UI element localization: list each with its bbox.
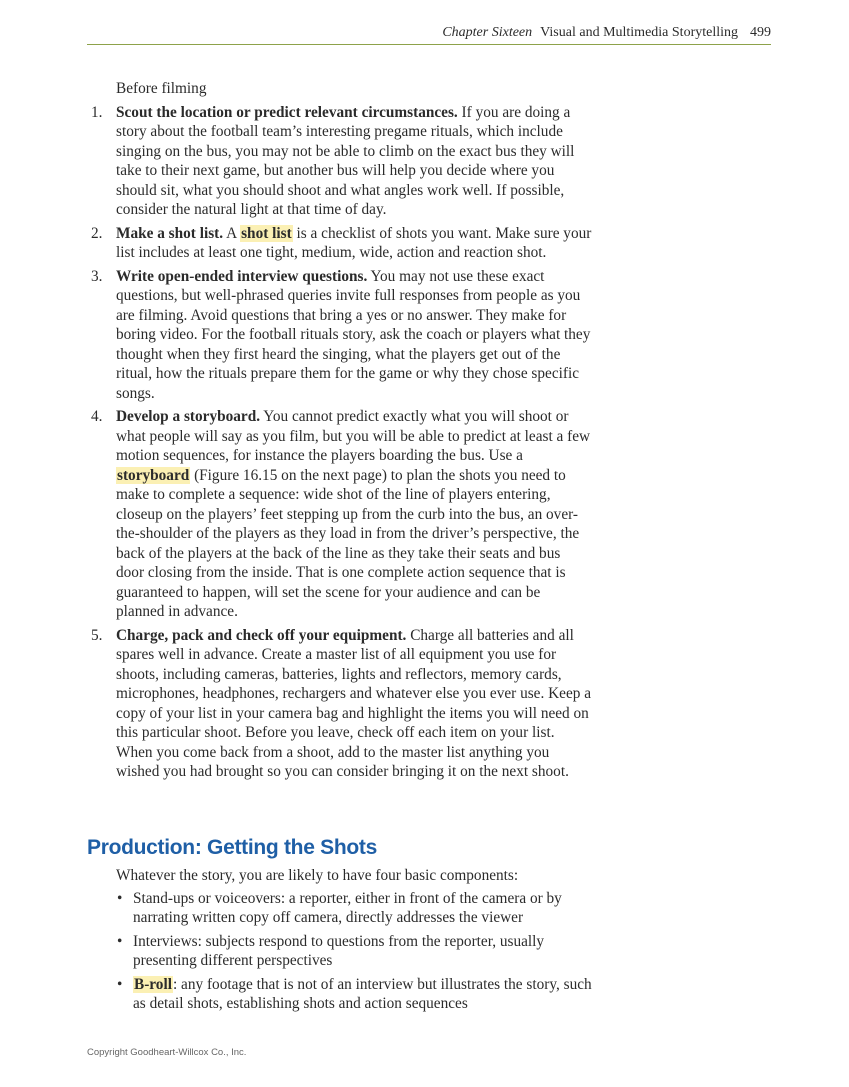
copyright-footer: Copyright Goodheart-Willcox Co., Inc. — [87, 1047, 247, 1058]
glossary-term-highlight: shot list — [241, 224, 292, 242]
step-text: You may not use these exact questions, but well-phrased queries invite full responses from people as you are filming. Avoid questions that bring a yes or no answer. They make for boring video. For the football rituals story, ask the coach or players what they thought when they first heard the singing, what the players get out of the ritual, how the rituals prepare them for the game or why they chose specific songs. — [116, 267, 591, 402]
chapter-label: Chapter Sixteen — [442, 25, 533, 40]
header-rule — [87, 44, 771, 45]
step-number: 4. — [91, 408, 103, 425]
step-number: 2. — [91, 224, 103, 242]
bullet-icon: • — [117, 932, 123, 950]
list-item — [91, 224, 592, 263]
section-heading: Production: Getting the Shots — [87, 836, 377, 859]
step-heading: Scout the location or predict relevant circumstances. — [116, 103, 458, 121]
steps-list — [91, 103, 592, 782]
section-body — [116, 866, 592, 1018]
step-text: Charge all batteries and all spares well in advance. Create a master list of all equipment you use for shoots, including cameras, batteries, lights and reflectors, memory cards, microphones, headphones, rechargers and whatever else you ever use. Keep a copy of your list in your camera bag and highlight the items you will need on this particular shoot. Before you leave, check off each item on your list. When you come back from a shoot, add to the master list anything you wished you had brought so you can consider bringing it on the next shoot. — [116, 626, 592, 780]
step-number: 1. — [91, 103, 103, 121]
components-list — [116, 889, 592, 1014]
section-intro: Whatever the story, you are likely to have four basic components: — [116, 867, 519, 884]
bullet-text: : any footage that is not of an interview but illustrates the story, such as detail shots, establishing shots and action sequences — [133, 975, 592, 1012]
step-text: is a checklist of shots you want. Make sure your list includes at least one tight, medium, wide, action and reaction shot. — [116, 224, 592, 261]
list-item — [116, 975, 592, 1014]
before-filming-intro: Before filming — [116, 80, 207, 97]
step-heading: Make a shot list. — [116, 224, 224, 242]
list-item — [91, 103, 592, 220]
bullet-text: Stand-ups or voiceovers: a reporter, either in front of the camera or by narrating written copy off camera, directly addresses the viewer — [133, 889, 562, 926]
list-item — [116, 932, 592, 971]
bullet-icon: • — [117, 889, 123, 907]
list-item — [91, 407, 592, 622]
glossary-term-highlight: storyboard — [117, 466, 190, 484]
step-number: 5. — [91, 626, 103, 644]
glossary-term-highlight: B-roll — [134, 975, 172, 993]
step-text: (Figure 16.15 on the next page) to plan the shots you need to make to complete a sequence: wide shot of the line of players entering, closeup on the players’ feet stepping up from the curb into the bus, an over-the-shoulder of the players as they load in from the driver’s perspective, the back of the players at the back of the line as they take their seats and bus door closing from the inside. That is one complete action sequence that is guaranteed to happen, will set the scene for your audience and can be planned in advance. — [116, 466, 580, 620]
step-text: A — [223, 224, 241, 242]
step-text: You cannot predict exactly what you will shoot or what people will say as you film, but you will be able to predict at least a few motion sequences, for instance the players boarding the bus. Use a — [116, 408, 591, 464]
step-heading: Write open-ended interview questions. — [116, 267, 368, 285]
main-text — [91, 79, 592, 786]
running-head — [442, 25, 771, 41]
bullet-icon: • — [117, 975, 123, 993]
list-item — [91, 626, 592, 782]
step-number: 3. — [91, 267, 103, 285]
step-text: If you are doing a story about the football team’s interesting pregame rituals, which include singing on the bus, you may not be able to climb on the exact bus they will take to their next game, but another bus will help you decide where you should sit, what you should shoot and what angles work well. If possible, consider the natural light at that time of day. — [116, 103, 575, 218]
step-heading: Develop a storyboard. — [116, 408, 261, 425]
list-item — [91, 267, 592, 404]
step-heading: Charge, pack and check off your equipment. — [116, 626, 407, 644]
bullet-text: Interviews: subjects respond to questions from the reporter, usually presenting different perspectives — [133, 932, 545, 969]
list-item — [116, 889, 592, 928]
page-number: 499 — [750, 25, 771, 40]
chapter-title: Visual and Multimedia Storytelling — [540, 25, 738, 40]
